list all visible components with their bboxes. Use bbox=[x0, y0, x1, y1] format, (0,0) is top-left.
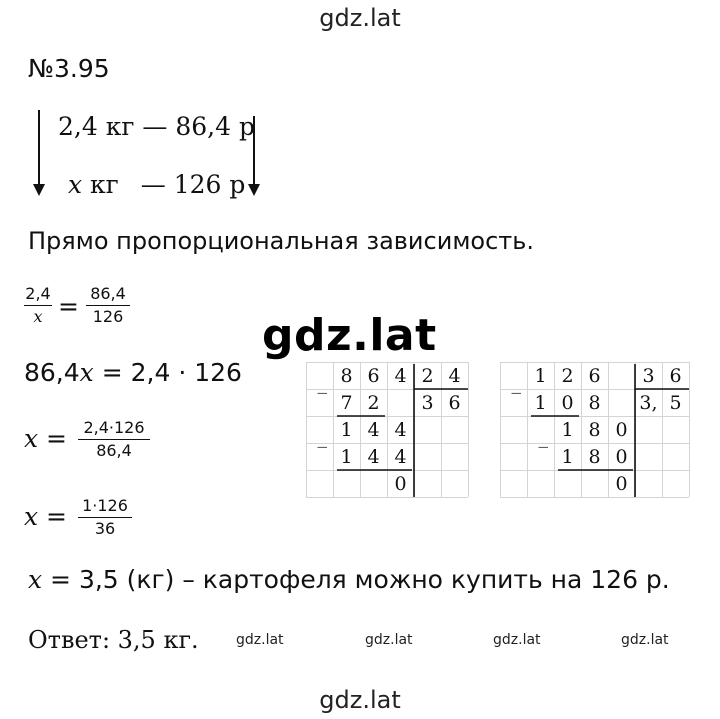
eq4-denominator: 36 bbox=[94, 519, 116, 538]
subtrahend-digit: 4 bbox=[394, 446, 407, 468]
dividend-digit: 6 bbox=[588, 365, 601, 387]
conclusion-rest: = 3,5 (кг) – картофеля можно купить на 126 р. bbox=[42, 565, 670, 594]
answer-text: Ответ: 3,5 кг. bbox=[28, 626, 199, 654]
eq4-fraction bbox=[78, 496, 132, 539]
eq4-equals: = bbox=[38, 502, 68, 531]
eq1-equals: = bbox=[58, 292, 79, 321]
subtrahend-digit: 0 bbox=[561, 392, 574, 414]
divisor-digit: 2 bbox=[421, 365, 434, 387]
eq2 bbox=[24, 358, 242, 387]
subtrahend-digit: 2 bbox=[367, 392, 380, 414]
quotient-digit: 6 bbox=[448, 392, 461, 414]
subtrahend-digit: 7 bbox=[340, 392, 353, 414]
partial-digit: 8 bbox=[588, 419, 601, 441]
watermark-top: gdz.lat bbox=[319, 4, 401, 32]
eq1-left-numerator: 2,4 bbox=[25, 284, 51, 303]
proportion-row2-right: 126 р bbox=[173, 170, 246, 199]
quotient-digit: 3, bbox=[639, 392, 658, 414]
subtrahend-digit: 8 bbox=[588, 446, 601, 468]
proportion-dash: — bbox=[142, 112, 168, 141]
eq3-equals: = bbox=[38, 424, 68, 453]
eq4-lhs bbox=[24, 502, 67, 531]
subtrahend-digit: 1 bbox=[534, 392, 547, 414]
proportion-row1-right: 86,4 р bbox=[175, 112, 255, 141]
partial-digit: 0 bbox=[615, 419, 628, 441]
dividend-digit: 1 bbox=[534, 365, 547, 387]
subtrahend-digit: 1 bbox=[561, 446, 574, 468]
watermark-small: gdz.lat bbox=[621, 632, 669, 648]
divisor-digit: 4 bbox=[448, 365, 461, 387]
variable-x: x bbox=[24, 424, 39, 453]
subtrahend-digit: 1 bbox=[340, 446, 353, 468]
subtrahend-digit: 4 bbox=[367, 446, 380, 468]
watermark-small: gdz.lat bbox=[493, 632, 541, 648]
variable-x: x bbox=[24, 502, 39, 531]
eq3-lhs bbox=[24, 424, 67, 453]
remainder-digit: 0 bbox=[615, 473, 628, 495]
eq1-right-numerator: 86,4 bbox=[90, 284, 126, 303]
variable-x: x bbox=[79, 358, 94, 387]
variable-x: x bbox=[28, 565, 43, 594]
proportion-row2-unit: кг bbox=[82, 170, 119, 199]
conclusion-text bbox=[28, 565, 670, 594]
minus-sign: _ bbox=[538, 425, 548, 448]
subtrahend-digit: 8 bbox=[588, 392, 601, 414]
minus-sign: _ bbox=[511, 371, 521, 394]
divisor-digit: 3 bbox=[642, 365, 655, 387]
variable-x: x bbox=[68, 170, 83, 199]
minus-sign: _ bbox=[317, 425, 327, 448]
watermark-bottom: gdz.lat bbox=[319, 686, 401, 714]
proportion-dash: — bbox=[140, 170, 166, 199]
proportion-row-2 bbox=[68, 170, 245, 199]
problem-number: №3.95 bbox=[28, 54, 110, 83]
dividend-digit: 8 bbox=[340, 365, 353, 387]
eq2-right: = 2,4 · 126 bbox=[93, 358, 242, 387]
long-division-2 bbox=[500, 362, 690, 504]
eq1-left-fraction bbox=[24, 284, 52, 327]
eq2-left: 86,4 bbox=[24, 358, 80, 387]
minus-sign: _ bbox=[317, 371, 327, 394]
arrow-down-icon bbox=[33, 110, 45, 196]
watermark-small: gdz.lat bbox=[365, 632, 413, 648]
remainder-digit: 0 bbox=[394, 473, 407, 495]
watermark-big: gdz.lat bbox=[262, 310, 437, 361]
statement-text: Прямо пропорциональная зависимость. bbox=[28, 227, 535, 255]
proportion-row1-left: 2,4 кг bbox=[58, 112, 135, 141]
eq4-numerator: 1·126 bbox=[82, 496, 128, 515]
long-division-1 bbox=[306, 362, 470, 504]
partial-digit: 1 bbox=[340, 419, 353, 441]
eq3-denominator: 86,4 bbox=[96, 441, 132, 460]
dividend-digit: 4 bbox=[394, 365, 407, 387]
partial-digit: 4 bbox=[394, 419, 407, 441]
eq3-fraction bbox=[78, 418, 150, 461]
quotient-digit: 3 bbox=[421, 392, 434, 414]
watermark-small: gdz.lat bbox=[236, 632, 284, 648]
dividend-digit: 6 bbox=[367, 365, 380, 387]
eq1-right-denominator: 126 bbox=[92, 307, 124, 326]
partial-digit: 1 bbox=[561, 419, 574, 441]
quotient-digit: 5 bbox=[669, 392, 682, 414]
partial-digit: 4 bbox=[367, 419, 380, 441]
eq1-right-fraction bbox=[86, 284, 130, 327]
dividend-digit: 2 bbox=[561, 365, 574, 387]
subtrahend-digit: 0 bbox=[615, 446, 628, 468]
divisor-digit: 6 bbox=[669, 365, 682, 387]
eq3-numerator: 2,4·126 bbox=[83, 418, 145, 437]
proportion-row-1 bbox=[58, 112, 255, 141]
eq1-left-denominator: x bbox=[33, 307, 43, 326]
